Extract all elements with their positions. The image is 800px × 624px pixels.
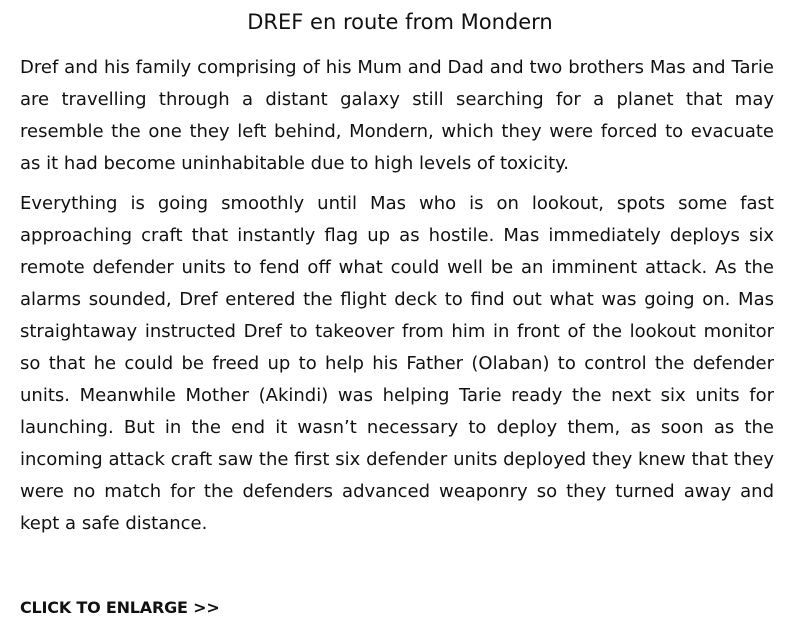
- page-title: DREF en route from Mondern: [247, 10, 553, 34]
- article-paragraph-1: Dref and his family comprising of his Mum and Dad and two brothers Mas and Tarie are travelling through a distant galaxy still searching for a planet that may resemble the one they left behind, Mondern, which they were forced to evacuate as it had become uninhabitable due to high levels of toxicity.: [20, 57, 774, 174]
- click-to-enlarge-link[interactable]: CLICK TO ENLARGE >>: [20, 598, 220, 617]
- article-paragraph-2: Everything is going smoothly until Mas who is on lookout, spots some fast approaching craft that instantly flag up as hostile. Mas immediately deploys six remote defender units to fend off what could well be an imminent attack. As the alarms sounded, Dref entered the flight deck to find out what was going on. Mas straightaway instructed Dref to takeover from him in front of the lookout monitor so that he could be freed up to help his Father (Olaban) to control the defender units. Meanwhile Mother (Akindi) was helping Tarie ready the next six units for launching. But in the end it wasn’t necessary to deploy them, as soon as the incoming attack craft saw the first six defender units deployed they knew that they were no match for the defenders advanced weaponry so they turned away and kept a safe distance.: [20, 193, 774, 534]
